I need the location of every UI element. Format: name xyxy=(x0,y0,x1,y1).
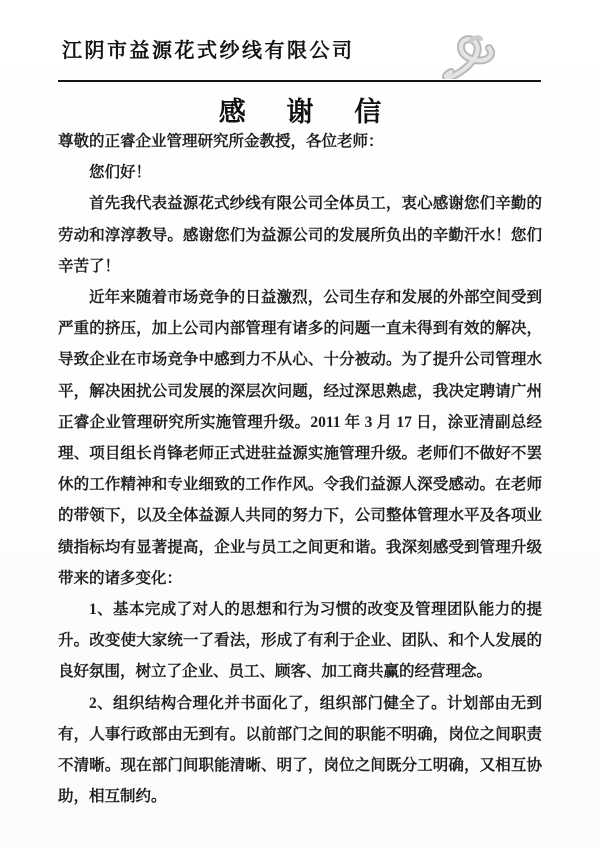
header-divider xyxy=(58,80,541,82)
letter-body xyxy=(58,126,542,812)
letter-paragraph: 您们好！ xyxy=(89,164,152,182)
company-name: 江阴市益源花式纱线有限公司 xyxy=(62,40,355,62)
letter-paragraph: 尊敬的正睿企业管理研究所金教授，各位老师： xyxy=(58,133,384,150)
letter-paragraph: 1、基本完成了对人的思想和行为习惯的改变及管理团队能力的提升。改变使大家统一了看法，形成了有利于企业、团队、和个人发展的良好氛围，树立了企业、员工、顾客、加工商共赢的经营理念。 xyxy=(58,601,542,681)
letter-paragraph: 2、组织结构合理化并书面化了，组织部门健全了。计划部由无到有，人事行政部由无到有。以前部门之间的职能不明确，岗位之间职责不清晰。现在部门间职能清晰、明了，岗位之间既分工明确，又相互协助，相互制约。 xyxy=(58,694,542,806)
yarn-knot-logo-icon xyxy=(441,31,503,79)
letter-paragraph: 首先我代表益源花式纱线有限公司全体员工，衷心感谢您们辛勤的劳动和淳淳教导。感谢您们为益源公司的发展所负出的辛勤汗水！您们辛苦了！ xyxy=(58,195,542,275)
letter-title: 感 谢 信 xyxy=(218,97,399,127)
letter-paragraph: 近年来随着市场竞争的日益激烈，公司生存和发展的外部空间受到严重的挤压，加上公司内部管理有诸多的问题一直未得到有效的解决，导致企业在市场竞争中感到力不从心、十分被动。为了提升公司管理水平，解决困扰公司发展的深层次问题，经过深思熟虑，我决定聘请广州正睿企业管理研究所实施管理升级。2011 年 3 月 17 日，涂亚清副总经理、项目组长肖锋老师正式进驻益源实施管理升级。老师们不做好不罢休的工作精神和专业细致的工作作风。令我们益源人深受感动。在老师的带领下，以及全体益源人共同的努力下，公司整体管理水平及各项业绩指标均有显著提高，企业与员工之间更和谐。我深刻感受到管理升级带来的诸多变化： xyxy=(58,289,542,587)
